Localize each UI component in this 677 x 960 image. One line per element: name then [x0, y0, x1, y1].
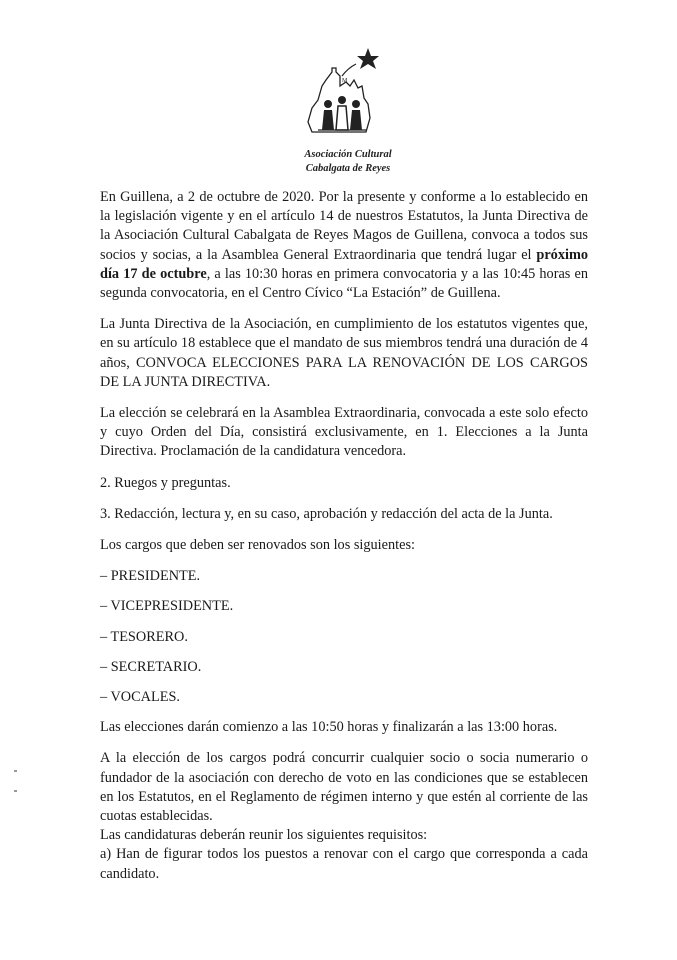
convocatoria-date: próximo día 17 de octubre — [100, 246, 588, 282]
paragraph-horario: Las elecciones darán comienzo a las 10:50 horas y finalizarán a las 13:00 horas. — [100, 719, 558, 736]
svg-text:M: M — [342, 78, 348, 84]
paragraph-orden-del-dia: La elección se celebrará en la Asamblea Extraordinaria, convocada a este solo efecto y cuyo Orden del Día, consistirá exclusivamente, en 1. Elecciones a la Junta Directiva. Proclamación de la candidatura vencedora. — [100, 405, 588, 460]
logo-caption — [298, 148, 398, 176]
cargo-item: – VICEPRESIDENTE. — [100, 598, 234, 615]
scan-speck — [14, 770, 17, 772]
cargo-item: – PRESIDENTE. — [100, 568, 201, 585]
three-kings-logo-icon — [298, 42, 388, 148]
association-logo — [298, 42, 392, 182]
scan-speck — [14, 790, 17, 792]
document-body — [100, 188, 588, 884]
paragraph-cargos-intro: Los cargos que deben ser renovados son los siguientes: — [100, 537, 415, 554]
cargo-item: – TESORERO. — [100, 628, 188, 645]
paragraph-requisito-a: a) Han de figurar todos los puestos a renovar con el cargo que corresponda a cada candidato. — [100, 846, 588, 882]
convocatoria-text-b: , a las 10:30 horas en primera convocatoria y a las 10:45 horas en segunda convocatoria, en el Centro Cívico “La Estación” de Guillena. — [100, 265, 589, 302]
paragraph-candidaturas: Las candidaturas deberán reunir los siguientes requisitos: — [100, 827, 428, 844]
paragraph-redaccion: 3. Redacción, lectura y, en su caso, aprobación y redacción del acta de la Junta. — [100, 505, 553, 522]
logo-caption-line2: Cabalgata de Reyes — [305, 163, 391, 174]
paragraph-ruegos: 2. Ruegos y preguntas. — [100, 474, 231, 491]
paragraph-convocatoria — [100, 188, 588, 303]
cargo-item: – SECRETARIO. — [100, 658, 202, 675]
convocatoria-text-a: En Guillena, a 2 de octubre de 2020. Por la presente y conforme a lo establecido en la legislación vigente y en el artículo 14 de nuestros Estatutos, la Junta Directiva de la Asociación Cultural Cabalgata de Reyes Magos de Guillena, convoca a todos sus socios y socias, a la Asamblea General Extraordinaria que tendrá lugar el — [100, 189, 588, 263]
paragraph-elecciones: La Junta Directiva de la Asociación, en cumplimiento de los estatutos vigentes que, en su artículo 18 establece que el mandato de sus miembros tendrá una duración de 4 años, CONVOCA ELECCIONES PARA LA RENOVACIÓN DE LOS CARGOS DE LA JUNTA DIRECTIVA. — [100, 316, 588, 390]
paragraph-requisitos-socios: A la elección de los cargos podrá concurrir cualquier socio o socia numerario o fundador de la asociación con derecho de voto en las condiciones que se establecen en los Estatutos, en el Reglamento de régimen interno y que estén al corriente de las cuotas establecidas. — [100, 750, 588, 825]
cargo-item: – VOCALES. — [100, 689, 180, 706]
logo-caption-line1: Asociación Cultural — [304, 149, 392, 160]
